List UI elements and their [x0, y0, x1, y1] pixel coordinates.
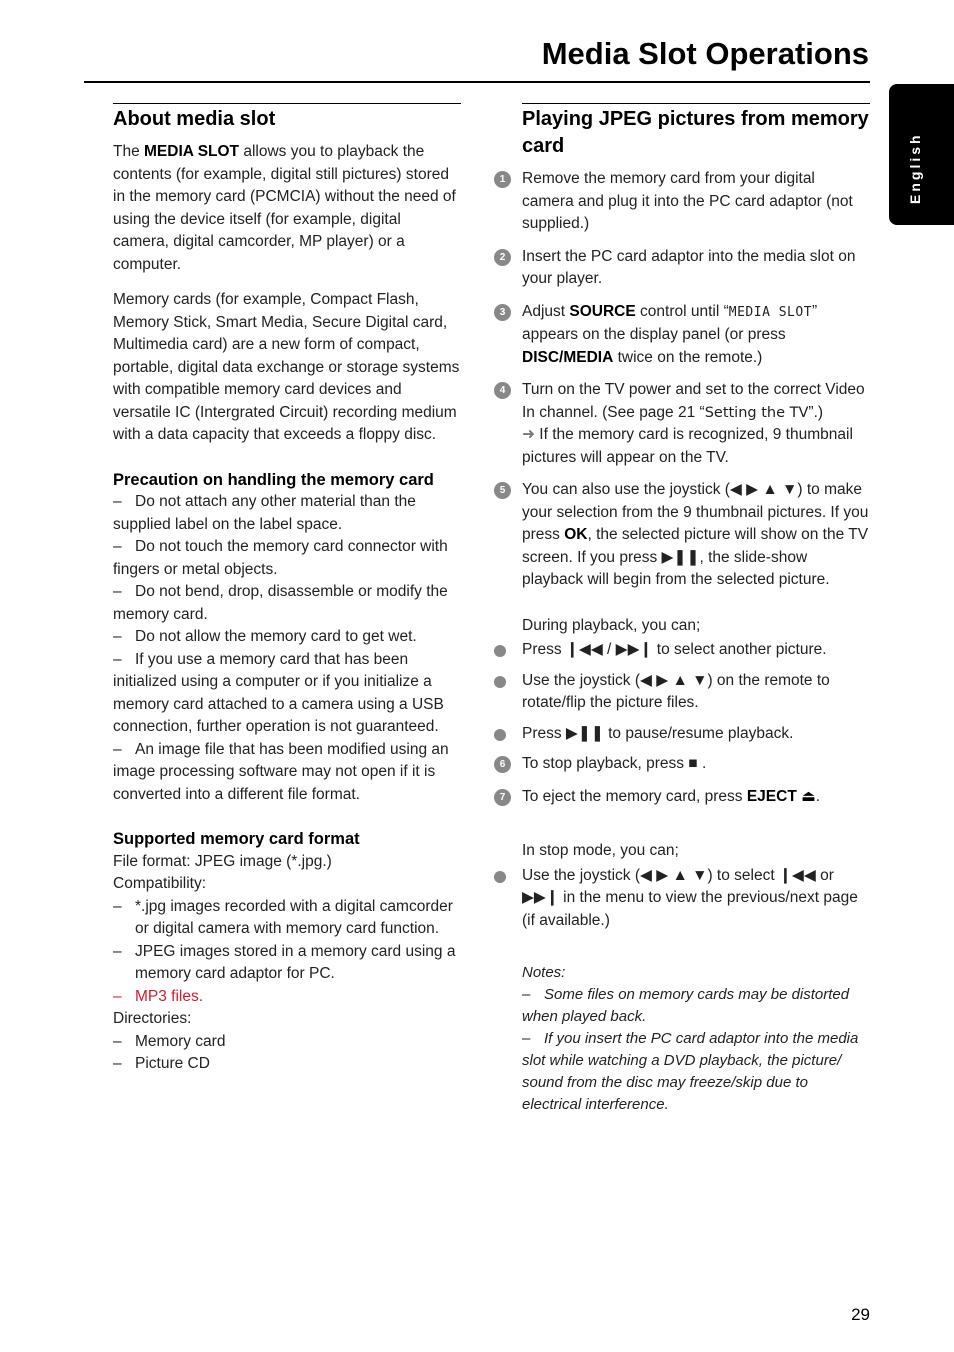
notes [522, 962, 870, 1116]
step-text: . [815, 787, 821, 805]
compat-item [113, 941, 461, 986]
ok-term: OK [564, 526, 588, 543]
source-term: SOURCE [569, 302, 636, 320]
note-item [522, 1028, 870, 1116]
bullet-icon [494, 645, 506, 657]
about-heading: About media slot [113, 108, 276, 130]
precaution-item [113, 649, 461, 739]
precaution-text: An image file that has been modified using an image processing software may not open if it is converted into a different file format. [113, 740, 449, 803]
step-number-icon: 2 [494, 249, 511, 266]
during-item [522, 670, 870, 715]
right-column [499, 103, 870, 1116]
intro-text: The [113, 143, 145, 160]
eject-term: EJECT ⏏ [746, 787, 816, 805]
stop-item [522, 865, 870, 933]
page-number: 29 [851, 1305, 870, 1324]
dash: – [113, 1055, 122, 1072]
precaution-text: Do not allow the memory card to get wet. [135, 628, 417, 645]
step-6 [499, 753, 870, 776]
section-rule [522, 103, 870, 104]
media-slot-term: MEDIA SLOT [144, 143, 240, 160]
precaution-item [113, 626, 461, 649]
step-3 [499, 301, 870, 370]
bullet-text: Press ❙◀◀ / ▶▶❙ to select another picture. [522, 641, 827, 658]
language-tab [889, 84, 954, 225]
step-number-icon: 3 [494, 304, 511, 321]
precaution-item [113, 536, 461, 581]
result-arrow-icon: ➜ [522, 426, 535, 443]
step-number-icon: 7 [494, 789, 511, 806]
section-rule [113, 103, 461, 104]
step-text: ” appears on the display panel (or press [522, 302, 818, 343]
display-text: MEDIA SLOT [728, 304, 813, 320]
directories-label: Directories: [113, 1010, 192, 1027]
dash: – [113, 538, 122, 555]
compatibility-label: Compatibility: [113, 875, 207, 892]
page-title: Media Slot Operations [541, 36, 869, 71]
step-4 [499, 379, 870, 469]
note-text: If you insert the PC card adaptor into the media slot while watching a DVD playback, the picture/ sound from the disc may freeze/skip due to electrical interference. [522, 1030, 859, 1113]
precaution-heading: Precaution on handling the memory card [113, 470, 434, 489]
dash: – [113, 493, 122, 510]
step-text: Remove the memory card from your digital camera and plug it into the PC card adaptor (not supplied.) [522, 170, 853, 232]
step-number-icon: 4 [494, 382, 511, 399]
directory-item [113, 1053, 461, 1076]
during-item [522, 723, 870, 746]
step-text: If the memory card is recognized, 9 thumbnail pictures will appear on the TV. [522, 426, 853, 466]
step-5 [499, 479, 870, 592]
precaution-text: Do not attach any other material than the supplied label on the label space. [113, 493, 416, 533]
precaution-text: Do not touch the memory card connector with fingers or metal objects. [113, 538, 448, 578]
compat-item [113, 986, 461, 1009]
setting-tv-ref: Setting the TV [704, 404, 809, 421]
directory-text: Memory card [135, 1032, 226, 1050]
step-text: ”.) [808, 403, 824, 421]
compat-item [113, 896, 461, 941]
step-text: To stop playback, press ■ . [522, 755, 707, 772]
step-text: Insert the PC card adaptor into the media slot on your player. [522, 247, 856, 287]
notes-label: Notes: [522, 964, 566, 981]
bullet-icon [494, 729, 506, 741]
disc-media-term: DISC/MEDIA [522, 348, 614, 366]
memory-card-paragraph: Memory cards (for example, Compact Flash, Memory Stick, Smart Media, Secure Digital card, Multimedia card) are a new form of compact, portable, digital data exchange or storage systems with compatible memory card devices and versatile IC (Intergrated Circuit) recording medium with a data capacity that exceeds a floppy disc. [113, 291, 460, 443]
intro-paragraph [113, 141, 461, 276]
during-item [522, 639, 870, 662]
dash: – [113, 650, 122, 668]
precaution-item [113, 491, 461, 536]
note-item [522, 984, 870, 1028]
step-text: twice on the remote.) [613, 348, 763, 366]
step-1 [499, 168, 870, 236]
format-heading: Supported memory card format [113, 830, 360, 848]
precaution-text: Do not bend, drop, disassemble or modify the memory card. [113, 583, 448, 623]
step-text: control until “ [635, 302, 729, 320]
bullet-text: Press ▶❚❚ to pause/resume playback. [522, 724, 794, 742]
compat-text: MP3 files. [135, 987, 204, 1005]
step-text: Adjust [522, 302, 570, 320]
directory-item [113, 1031, 461, 1054]
dash: – [113, 897, 122, 915]
bullet-text: Use the joystick (◀ ▶ ▲ ▼) on the remote to rotate/flip the picture files. [522, 671, 830, 711]
dash: – [522, 986, 531, 1003]
directory-text: Picture CD [135, 1055, 210, 1072]
file-format: File format: JPEG image (*.jpg.) [113, 852, 332, 870]
step-number-icon: 1 [494, 171, 511, 188]
step-number-icon: 6 [494, 756, 511, 773]
during-playback-label: During playback, you can; [522, 616, 701, 634]
step-text: , the selected picture will show on the TV screen. If you press ▶❚❚, the slide-show playback will begin from the selected picture. [522, 526, 869, 588]
dash: – [113, 740, 122, 758]
bullet-text: Use the joystick (◀ ▶ ▲ ▼) to select ❙◀◀ or ▶▶❙ in the menu to view the previous/next page (if available.) [522, 866, 858, 929]
stop-mode-label: In stop mode, you can; [522, 842, 679, 859]
step-text: Turn on the TV power and set to the correct Video In channel. (See page 21 “ [522, 381, 865, 421]
dash: – [522, 1030, 531, 1047]
dash: – [113, 942, 122, 960]
note-text: Some files on memory cards may be distorted when played back. [522, 986, 850, 1025]
step-text: You can also use the joystick (◀ ▶ ▲ ▼) to make your selection from the 9 thumbnail pictures. If you press [522, 481, 869, 543]
jpeg-heading: Playing JPEG pictures from memory card [522, 108, 869, 157]
precaution-item [113, 739, 461, 807]
bullet-icon [494, 871, 506, 883]
language-tab-label: English [907, 132, 923, 204]
precaution-item [113, 581, 461, 626]
step-text: To eject the memory card, press [522, 787, 747, 805]
title-rule [84, 81, 870, 83]
left-column [113, 103, 461, 1076]
dash: – [113, 583, 122, 600]
step-2 [499, 246, 870, 291]
precaution-text: If you use a memory card that has been initialized using a computer or if you initialize a memory card attached to a camera using a USB connection, further operation is not guaranteed. [113, 650, 444, 735]
dash: – [113, 628, 122, 645]
step-7 [499, 786, 870, 809]
compat-text: JPEG images stored in a memory card using a memory card adaptor for PC. [135, 942, 456, 982]
bullet-icon [494, 676, 506, 688]
compat-text: *.jpg images recorded with a digital camcorder or digital camera with memory card function. [135, 897, 453, 937]
dash: – [113, 1032, 122, 1050]
dash: – [113, 987, 122, 1005]
step-number-icon: 5 [494, 482, 511, 499]
intro-text-cont: allows you to playback the contents (for example, digital still pictures) stored in the memory card (PCMCIA) without the need of using the device itself (for example, digital camera, digital camcorder, MP player) or a computer. [113, 143, 456, 273]
